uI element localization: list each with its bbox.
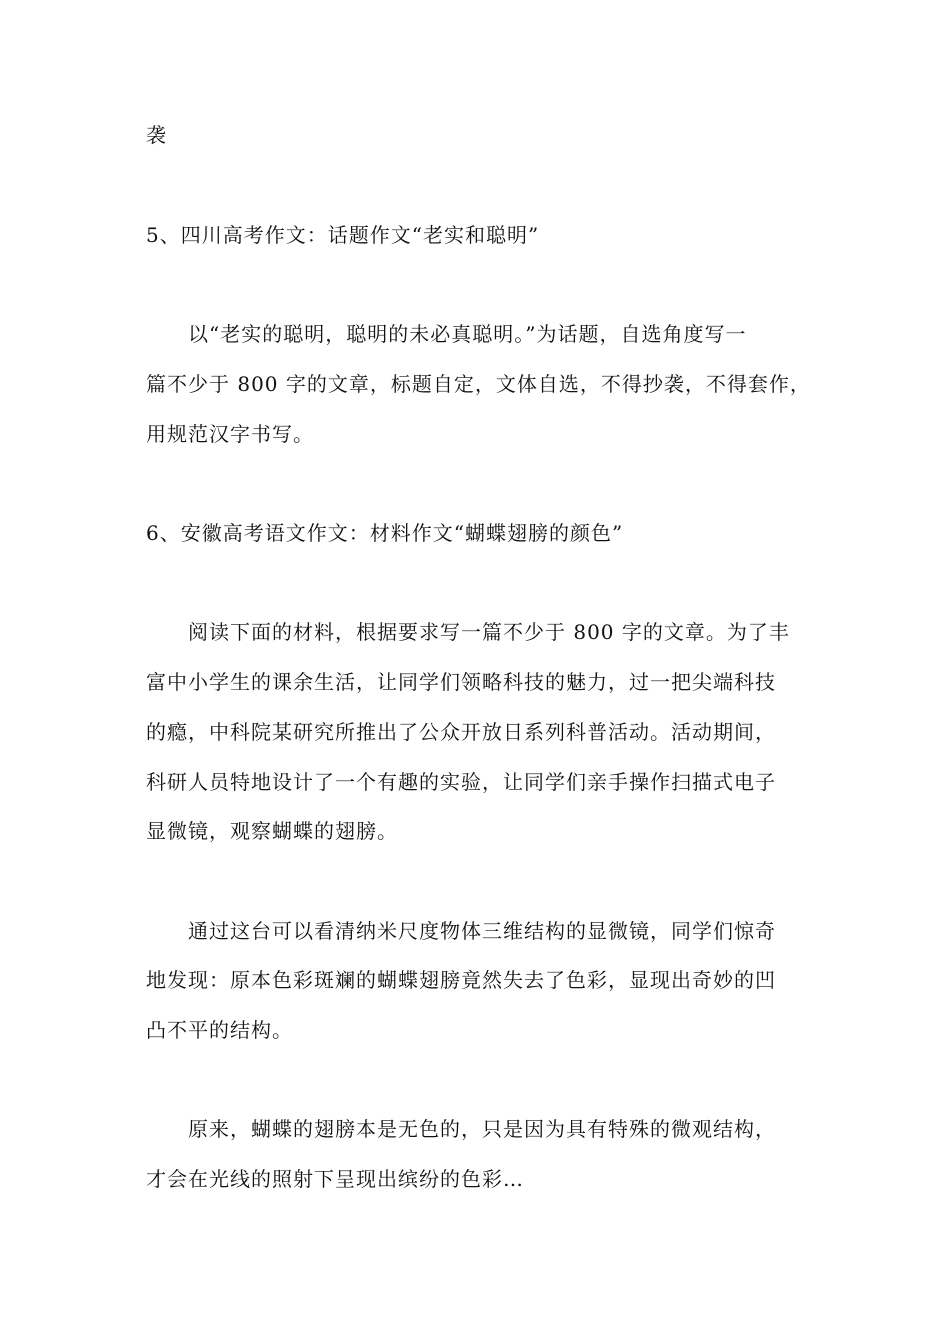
paragraph-line: 原来，蝴蝶的翅膀本是无色的，只是因为具有特殊的微观结构， bbox=[188, 1117, 776, 1141]
paragraph-line: 通过这台可以看清纳米尺度物体三维结构的显微镜，同学们惊奇 bbox=[188, 919, 776, 943]
fragment-text: 袭 bbox=[146, 123, 167, 147]
section-heading-6: 6、安徽高考语文作文：材料作文“蝴蝶翅膀的颜色” bbox=[146, 521, 624, 545]
paragraph-line: 阅读下面的材料，根据要求写一篇不少于 800 字的文章。为了丰 bbox=[188, 620, 790, 644]
paragraph-line: 篇不少于 800 字的文章，标题自定，文体自选，不得抄袭，不得套作， bbox=[146, 372, 811, 396]
paragraph-line: 以“老实的聪明，聪明的未必真聪明。”为话题，自选角度写一 bbox=[188, 322, 747, 346]
paragraph-line: 显微镜，观察蝴蝶的翅膀。 bbox=[146, 819, 398, 843]
paragraph-line: 才会在光线的照射下呈现出缤纷的色彩… bbox=[146, 1167, 524, 1191]
paragraph-line: 用规范汉字书写。 bbox=[146, 422, 314, 446]
paragraph-line: 科研人员特地设计了一个有趣的实验，让同学们亲手操作扫描式电子 bbox=[146, 770, 776, 794]
section-heading-5: 5、四川高考作文：话题作文“老实和聪明” bbox=[146, 223, 540, 247]
paragraph-line: 凸不平的结构。 bbox=[146, 1018, 293, 1042]
paragraph-line: 地发现：原本色彩斑斓的蝴蝶翅膀竟然失去了色彩，显现出奇妙的凹 bbox=[146, 968, 776, 992]
paragraph-line: 的瘾，中科院某研究所推出了公众开放日系列科普活动。活动期间， bbox=[146, 720, 776, 744]
paragraph-line: 富中小学生的课余生活，让同学们领略科技的魅力，过一把尖端科技 bbox=[146, 670, 776, 694]
